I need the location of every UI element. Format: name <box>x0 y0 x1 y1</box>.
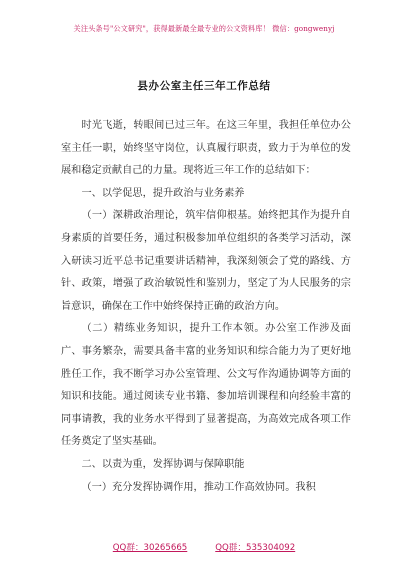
section-heading-2: 二、以责为重，发挥协调与保障职能 <box>81 458 245 470</box>
section-heading-1: 一、以学促思，提升政治与业务素养 <box>81 187 245 199</box>
paragraph-political-theory: （一）深耕政治理论，筑牢信仰根基。始终把其作为提升自身素质的首要任务，通过积极参加单位组织的各类学习活动，深入研读习近平总书记重要讲话精神，我深刻领会了党的路线、方针、政策，增强了政治敏锐性和鉴别力，坚定了为人民服务的宗旨意识，确保在工作中始终保持正确的政治方向。 <box>61 210 351 312</box>
paragraph-business-knowledge: （二）精练业务知识，提升工作本领。办公室工作涉及面广、事务繁杂，需要具备丰富的业务知识和综合能力为了更好地胜任工作，我不断学习办公室管理、公文写作沟通协调等方面的知识和技能。通过阅读专业书籍、参加培训课程和向经验丰富的同事请教，我的业务水平得到了显著提高，为高效完成各项工作任务奠定了坚实基础。 <box>61 323 351 448</box>
qq-group-1: QQ群：30265665 <box>112 543 188 553</box>
paragraph-coordination: （一）充分发挥协调作用，推动工作高效协同。我积 <box>81 481 316 493</box>
promo-banner: 关注头条号"公文研究"，获得最新最全最专业的公文资料库！ 微信：gongwenyj <box>73 24 335 33</box>
document-title: 县办公室主任三年工作总结 <box>137 80 271 92</box>
footer-contact <box>0 541 408 553</box>
document-body <box>61 115 351 499</box>
qq-group-2: QQ群：535304092 <box>215 543 296 553</box>
paragraph-intro: 时光飞逝，转眼间已过三年。在这三年里，我担任单位办公室主任一职，始终坚守岗位，认真履行职责，致力于为单位的发展和稳定贡献自己的力量。现将近三年工作的总结如下： <box>61 120 351 177</box>
